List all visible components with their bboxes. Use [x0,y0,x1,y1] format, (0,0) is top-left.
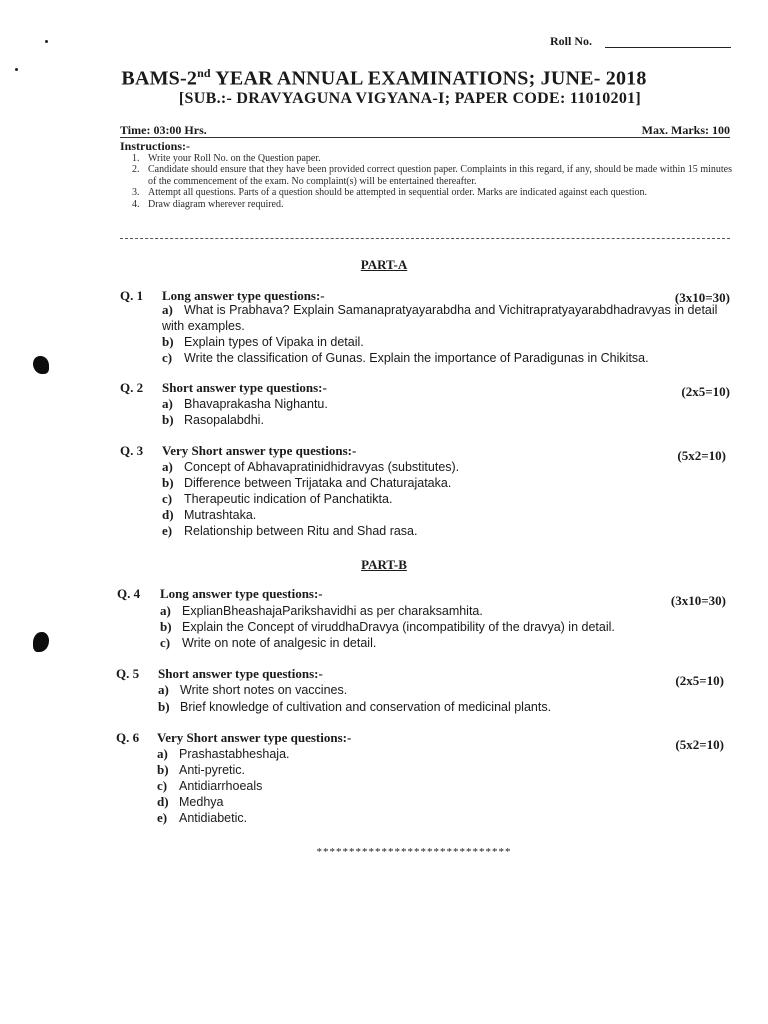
question-item: b) Explain the Concept of viruddhaDravya (incompatibility of the dravya) in detail. [160,619,615,634]
exam-time: Time: 03:00 Hrs. [120,123,207,137]
part-a-heading: PART-A [360,257,408,272]
question-item: e) Relationship between Ritu and Shad rasa. [162,523,418,538]
question-heading: Short answer type questions:- [162,380,327,395]
divider [120,137,730,138]
question-item: c) Therapeutic indication of Panchatikta. [162,491,393,506]
question-item: b) Rasopalabdhi. [162,412,264,427]
question-heading: Short answer type questions:- [158,666,323,681]
question-item: c) Write on note of analgesic in detail. [160,635,377,650]
instruction-item: 4. Draw diagram wherever required. [132,198,284,210]
punch-hole-mark [33,632,49,652]
question-item: b) Brief knowledge of cultivation and conservation of medicinal plants. [158,699,552,714]
scan-speck [45,40,48,43]
instructions-heading: Instructions:- [120,139,191,153]
instructions-list [120,153,732,210]
question-marks: (5x2=10) [675,737,724,752]
question-item: a) Bhavaprakasha Nighantu. [162,396,328,411]
punch-hole-mark [33,356,49,374]
question-item: a) What is Prabhava? Explain Samanapratyayarabdha and Vichitrapratyayarabdhadravyas in detail with examples. [162,302,718,333]
question-number: Q. 3 [120,443,144,458]
question-number: Q. 2 [120,380,144,395]
question-item: d) Medhya [157,794,224,809]
question-item: c) Write the classification of Gunas. Explain the importance of Paradigunas in Chikitsa. [162,350,649,365]
question-number: Q. 1 [120,288,144,303]
roll-number-label: Roll No. [550,34,592,48]
question-marks: (5x2=10) [677,448,726,463]
roll-number-blank [605,47,731,48]
question-heading: Very Short answer type questions:- [162,443,357,458]
end-of-paper-stars: ****************************** [316,846,512,858]
question-item: c) Antidiarrhoeals [157,778,263,793]
question-item: a) ExplianBheashajaParikshavidhi as per charaksamhita. [160,603,483,618]
exam-title: BAMS-2nd YEAR ANNUAL EXAMINATIONS; JUNE- 2018 [121,66,647,90]
question-marks: (2x5=10) [675,673,724,688]
divider [120,238,730,239]
question-item: a) Write short notes on vaccines. [158,682,348,697]
question-heading: Very Short answer type questions:- [157,730,352,745]
question-number: Q. 6 [116,730,140,745]
max-marks: Max. Marks: 100 [641,123,730,137]
question-heading: Long answer type questions:- [162,288,325,303]
question-marks: (3x10=30) [674,290,730,305]
question-item: a) Concept of Abhavapratinidhidravyas (substitutes). [162,459,460,474]
part-b-heading: PART-B [361,557,407,572]
question-item: e) Antidiabetic. [157,810,248,825]
question-number: Q. 5 [116,666,140,681]
question-item: a) Prashastabheshaja. [157,746,290,761]
question-item: b) Anti-pyretic. [157,762,245,777]
instruction-item: 1. Write your Roll No. on the Question paper. [132,153,321,164]
question-marks: (2x5=10) [681,384,730,399]
question-item: d) Mutrashtaka. [162,507,257,522]
question-item: b) Difference between Trijataka and Chaturajataka. [162,475,452,490]
instruction-item: 2. Candidate should ensure that they have been provided correct question paper. Complaints in this regard, if any, should be made within 15 minutes of the commencement of the exam. No complaint(s) will be entertained thereafter. [132,164,732,187]
question-item: b) Explain types of Vipaka in detail. [162,334,364,349]
subject-line: [SUB.:- DRAVYAGUNA VIGYANA-I; PAPER CODE: 11010201] [178,90,642,107]
question-heading: Long answer type questions:- [160,586,323,601]
question-number: Q. 4 [117,586,141,601]
question-marks: (3x10=30) [670,593,726,608]
instruction-item: 3. Attempt all questions. Parts of a question should be attempted in sequential order. Marks are indicated against each question. [132,187,648,199]
